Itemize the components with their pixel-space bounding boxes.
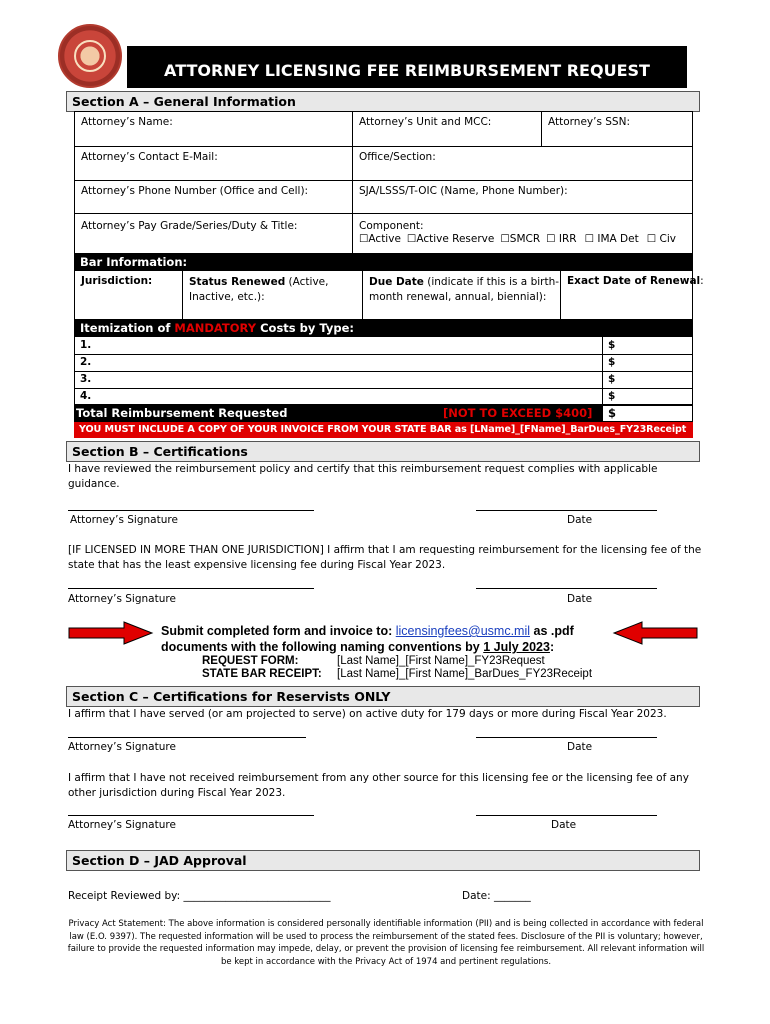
ssn-field[interactable]: Attorney’s SSN: xyxy=(548,116,630,128)
active-duty-certification-text: I affirm that I have served (or am projected to serve) on active duty for 179 days or more during Fiscal Year 2023. xyxy=(68,708,667,720)
right-arrow-icon xyxy=(68,621,154,645)
checkbox-smcr[interactable]: ☐SMCR xyxy=(500,233,541,245)
component-label: Component: xyxy=(359,220,424,232)
section-b-heading: Section B – Certifications xyxy=(66,441,700,462)
receipt-reviewed-by-field[interactable]: Receipt Reviewed by: ____________________________ xyxy=(68,890,331,902)
renewal-date-field[interactable]: Exact Date of Renewal: xyxy=(567,275,704,287)
signature-line-3[interactable] xyxy=(68,737,306,738)
total-label: Total Reimbursement Requested xyxy=(76,406,288,420)
invoice-warning-bar xyxy=(74,422,693,438)
item-amount-1[interactable]: $ xyxy=(608,339,616,351)
attorney-name-field[interactable]: Attorney’s Name: xyxy=(81,116,173,128)
jad-date-field[interactable]: Date: _______ xyxy=(462,890,531,902)
paygrade-field[interactable]: Attorney’s Pay Grade/Series/Duty & Title: xyxy=(81,220,298,232)
request-form-value: [Last Name]_[First Name]_FY23Request xyxy=(337,655,545,667)
multi-jurisdiction-text: [IF LICENSED IN MORE THAN ONE JURISDICTION] I affirm that I am requesting reimbursement for the licensing fee of the state that has the least expensive licensing fee during Fiscal Year 2023. xyxy=(68,544,702,571)
not-exceed-note: [NOT TO EXCEED $400] xyxy=(443,406,593,420)
signature-label-2: Attorney’s Signature xyxy=(68,593,176,605)
usmc-seal-logo xyxy=(58,24,122,88)
invoice-warning-text: YOU MUST INCLUDE A COPY OF YOUR INVOICE FROM YOUR STATE BAR as [LName]_[FName]_BarDues_FY23Receipt xyxy=(79,424,687,435)
left-arrow-icon xyxy=(612,621,698,645)
sja-field[interactable]: SJA/LSSS/T-OIC (Name, Phone Number): xyxy=(359,185,568,197)
submit-instruction-line1: Submit completed form and invoice to: licensingfees@usmc.mil as .pdf xyxy=(161,624,574,638)
signature-line-2[interactable] xyxy=(68,588,314,589)
signature-line-1[interactable] xyxy=(68,510,314,511)
itemization-heading: Itemization of MANDATORY Costs by Type: xyxy=(74,320,693,337)
state-bar-receipt-label: STATE BAR RECEIPT: xyxy=(202,668,322,680)
signature-label-4: Attorney’s Signature xyxy=(68,819,176,831)
status-renewed-field[interactable]: Status Renewed (Active, Inactive, etc.): xyxy=(189,276,329,303)
date-label-3: Date xyxy=(567,741,593,753)
date-line-4[interactable] xyxy=(476,815,657,816)
item-amount-3[interactable]: $ xyxy=(608,373,616,385)
section-a-heading: Section A – General Information xyxy=(66,91,700,112)
submit-email-link[interactable]: licensingfees@usmc.mil xyxy=(395,624,531,638)
item-row-3[interactable]: 3. xyxy=(80,373,92,385)
date-label-2: Date xyxy=(567,593,593,605)
jurisdiction-field[interactable]: Jurisdiction: xyxy=(81,275,153,287)
unit-mcc-field[interactable]: Attorney’s Unit and MCC: xyxy=(359,116,492,128)
item-row-1[interactable]: 1. xyxy=(80,339,92,351)
form-title: ATTORNEY LICENSING FEE REIMBURSEMENT REQUEST xyxy=(127,46,687,88)
no-other-reimbursement-text: I affirm that I have not received reimbursement from any other source for this licensing fee or the licensing fee of any other jurisdiction during Fiscal Year 2023. xyxy=(68,772,689,799)
component-options xyxy=(359,233,676,245)
email-field[interactable]: Attorney’s Contact E-Mail: xyxy=(81,151,218,163)
signature-label-1: Attorney’s Signature xyxy=(70,514,178,526)
submit-instruction-line2: documents with the following naming conventions by 1 July 2023: xyxy=(161,640,555,654)
item-amount-4[interactable]: $ xyxy=(608,390,616,402)
signature-line-4[interactable] xyxy=(68,815,314,816)
total-amount: $ xyxy=(608,406,617,420)
bar-info-heading: Bar Information: xyxy=(74,254,693,271)
date-label-4: Date xyxy=(551,819,577,831)
checkbox-civ[interactable]: ☐ Civ xyxy=(646,233,676,245)
signature-label-3: Attorney’s Signature xyxy=(68,741,176,753)
date-label-1: Date xyxy=(567,514,593,526)
phone-field[interactable]: Attorney’s Phone Number (Office and Cell): xyxy=(81,185,309,197)
section-c-heading: Section C – Certifications for Reservists ONLY xyxy=(66,686,700,707)
due-date-field[interactable]: Due Date (indicate if this is a birth- month renewal, annual, biennial): xyxy=(369,276,560,303)
item-row-4[interactable]: 4. xyxy=(80,390,92,402)
item-row-2[interactable]: 2. xyxy=(80,356,92,368)
office-field[interactable]: Office/Section: xyxy=(359,151,436,163)
checkbox-active[interactable]: ☐Active xyxy=(359,233,401,245)
date-line-1[interactable] xyxy=(476,510,657,511)
date-line-3[interactable] xyxy=(476,737,657,738)
checkbox-active-reserve[interactable]: ☐Active Reserve xyxy=(406,233,495,245)
request-form-label: REQUEST FORM: xyxy=(202,655,299,667)
section-b-certification-text: I have reviewed the reimbursement policy and certify that this reimbursement request complies with applicable guidance. xyxy=(68,463,658,490)
item-amount-2[interactable]: $ xyxy=(608,356,616,368)
checkbox-irr[interactable]: ☐ IRR xyxy=(546,233,577,245)
section-d-heading: Section D – JAD Approval xyxy=(66,850,700,871)
checkbox-ima-det[interactable]: ☐ IMA Det xyxy=(584,233,639,245)
privacy-act-statement: Privacy Act Statement: The above information is considered personally identifiable information (PII) and is being collected in accordance with federal law (E.O. 9397). The requested information will be used to process the reimbursement of the stated fees. Disclosure of the PII is voluntary; however, failure to provide the requested information may impede, delay, or prevent the provision of licensing fee reimbursement. All relevant information will be kept in accordance with the Privacy Act of 1974 and pertinent regulations. xyxy=(67,919,705,967)
date-line-2[interactable] xyxy=(476,588,657,589)
state-bar-receipt-value: [Last Name]_[First Name]_BarDues_FY23Receipt xyxy=(337,668,593,680)
